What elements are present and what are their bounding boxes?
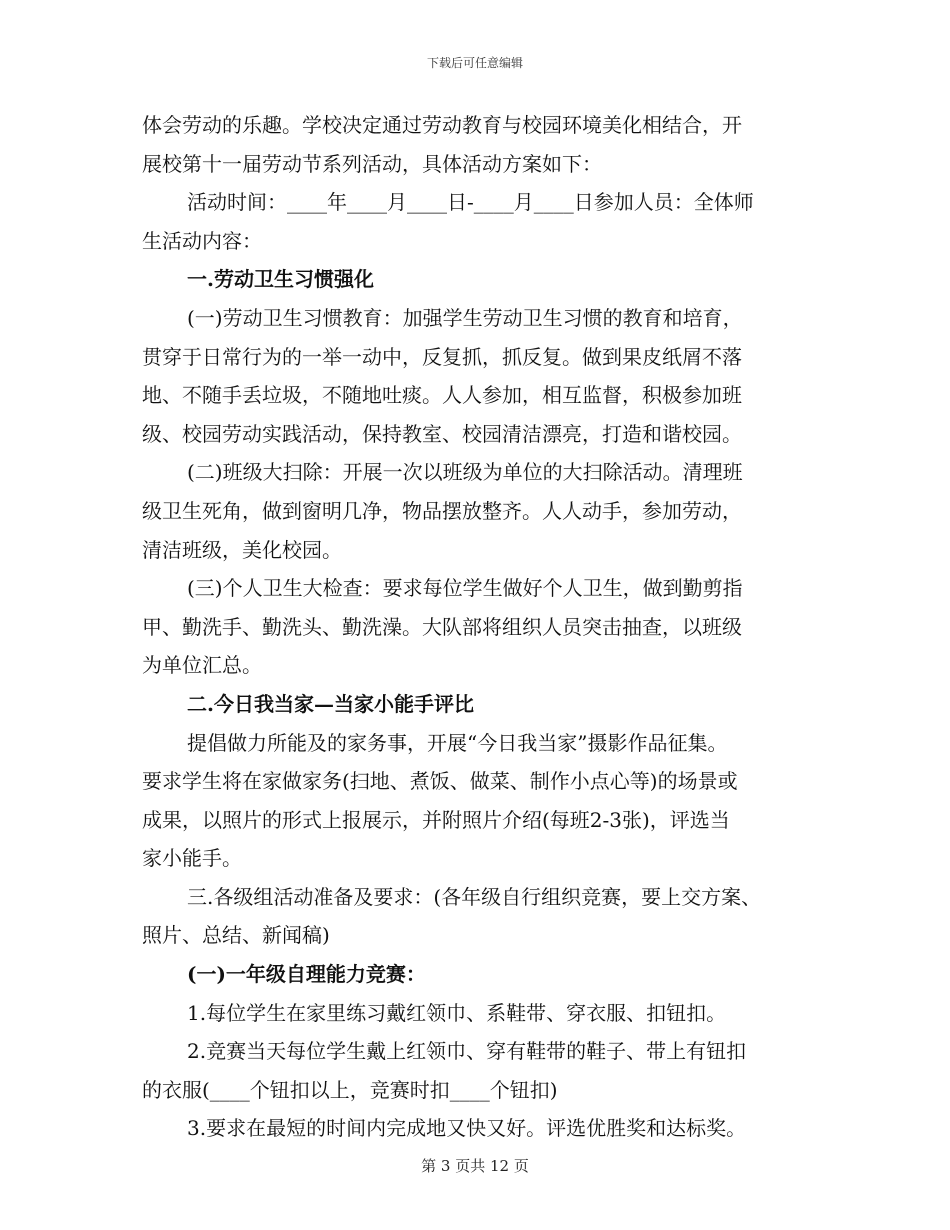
- page-footer: 第 3 页共 12 页: [421, 1157, 529, 1175]
- list-item: 2.竞赛当天每位学生戴上红领巾、穿有鞋带的鞋子、带上有钮扣: [187, 1039, 747, 1064]
- text-line: 为单位汇总。: [142, 653, 262, 678]
- text-line: 贯穿于日常行为的一举一动中，反复抓，抓反复。做到果皮纸屑不落: [142, 344, 742, 369]
- text-line: 展校第十一届劳动节系列活动，具体活动方案如下：: [142, 151, 602, 176]
- text-line: 级、校园劳动实践活动，保持教室、校园清洁漂亮，打造和谐校园。: [142, 421, 742, 446]
- text-line: 清洁班级，美化校园。: [142, 537, 342, 562]
- list-item: 3.要求在最短的时间内完成地又快又好。评选优胜奖和达标奖。: [187, 1116, 747, 1141]
- text-line: 活动时间：____年____月____日-____月____日参加人员：全体师: [187, 190, 754, 215]
- text-line: 级卫生死角，做到窗明几净，物品摆放整齐。人人动手，参加劳动，: [142, 498, 742, 523]
- text-line: 生活动内容：: [142, 228, 262, 253]
- section-heading: 二.今日我当家—当家小能手评比: [187, 691, 474, 716]
- text-line: 三.各级组活动准备及要求：(各年级自行组织竞赛，要上交方案、: [187, 884, 762, 909]
- text-line: (三)个人卫生大检查：要求每位学生做好个人卫生，做到勤剪指: [187, 576, 743, 601]
- text-line: 的衣服(____个钮扣以上，竞赛时扣____个钮扣): [142, 1077, 558, 1102]
- text-line: 照片、总结、新闻稿): [142, 923, 330, 948]
- list-item: 1.每位学生在家里练习戴红领巾、系鞋带、穿衣服、扣钮扣。: [187, 1000, 727, 1025]
- text-line: 家小能手。: [142, 846, 242, 871]
- text-line: 体会劳动的乐趣。学校决定通过劳动教育与校园环境美化相结合，开: [142, 113, 742, 137]
- text-line: 甲、勤洗手、勤洗头、勤洗澡。大队部将组织人员突击抽查，以班级: [142, 614, 742, 639]
- text-line: 地、不随手丢垃圾，不随地吐痰。人人参加，相互监督，积极参加班: [142, 383, 742, 408]
- section-heading: 一.劳动卫生习惯强化: [187, 267, 374, 292]
- text-line: (一)劳动卫生习惯教育：加强学生劳动卫生习惯的教育和培育，: [187, 305, 743, 330]
- text-line: 成果，以照片的形式上报展示，并附照片介绍(每班2-3张)，评选当: [142, 807, 730, 832]
- document-body: [142, 106, 812, 1148]
- text-line: 要求学生将在家做家务(扫地、煮饭、做菜、制作小点心等)的场景或: [142, 769, 738, 794]
- subsection-heading: (一)一年级自理能力竞赛：: [187, 962, 426, 987]
- text-line: (二)班级大扫除：开展一次以班级为单位的大扫除活动。清理班: [187, 460, 743, 485]
- page-header: 下载后可任意编辑: [426, 56, 523, 70]
- text-line: 提倡做力所能及的家务事，开展“今日我当家”摄影作品征集。: [187, 730, 728, 755]
